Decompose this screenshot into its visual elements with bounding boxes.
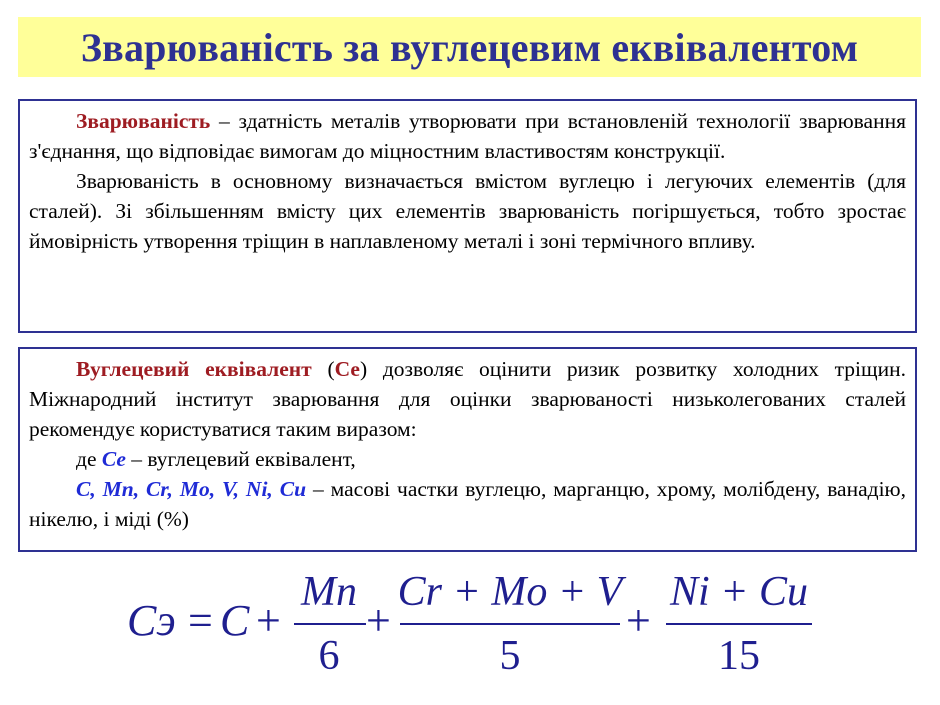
definition-box xyxy=(18,99,917,333)
carbon-equivalent-box xyxy=(18,347,917,552)
carbon-equivalent-term: Вуглецевий еквівалент xyxy=(76,357,312,381)
frac3-denominator: 15 xyxy=(718,633,760,677)
paren-open: ( xyxy=(311,357,335,381)
formula-plus-3: + xyxy=(626,596,651,645)
elements-explanation xyxy=(29,474,906,534)
formula-plus-1: + xyxy=(256,596,281,645)
frac2-denominator: 5 xyxy=(499,633,521,677)
elements-explanation-text: – масові частки вуглецю, марганцю, хрому, молібдену, ванадію, нікелю, і міді (%) xyxy=(29,477,906,531)
carbon-equivalent-definition xyxy=(29,354,906,444)
carbon-equivalent-formula xyxy=(124,565,816,677)
frac2-numerator: Cr + Mo + V xyxy=(397,569,623,615)
ce-symbol: Се xyxy=(334,357,360,381)
carbon-equivalent-text: дозволяє оцінити ризик розвитку холодних тріщин. Міжнародний інститут зварювання для оцінки зварюваності низьколегованих сталей рекомендує користуватися таким виразом: xyxy=(29,357,906,441)
ce-prefix: де xyxy=(76,447,102,471)
weldability-factors: Зварюваність в основному визначається вмістом вуглецю і легуючих елементів (для сталей). Зі збільшенням вмісту цих елементів зварюваність погіршується, тобто зростає ймовірність утворення тріщин в наплавленому металі і зоні термічного впливу. xyxy=(29,169,906,253)
formula-plus-2: + xyxy=(366,596,391,645)
frac1-denominator: 6 xyxy=(318,633,340,677)
frac1-numerator: Mn xyxy=(301,569,357,615)
formula-carbon: C xyxy=(220,596,250,645)
title-bar xyxy=(18,17,921,77)
ce-explanation xyxy=(29,444,906,474)
formula-equals: = xyxy=(188,596,213,645)
page-title: Зварюваність за вуглецевим еквівалентом xyxy=(80,24,859,70)
ce-symbol-italic: Се xyxy=(101,447,126,471)
element-symbols: C, Mn, Cr, Mo, V, Ni, Cu xyxy=(76,477,307,501)
weldability-definition xyxy=(29,106,906,166)
formula-svg xyxy=(124,565,816,677)
weldability-definition-text: – здатність металів утворювати при встановленій технології зварювання з'єднання, що відповідає вимогам до міцностним властивостям конструкції. xyxy=(29,109,906,163)
frac3-numerator: Ni + Cu xyxy=(669,569,809,615)
weldability-term: Зварюваність xyxy=(76,109,211,133)
paren-close: ) xyxy=(359,357,368,381)
ce-explanation-text: – вуглецевий еквівалент, xyxy=(125,447,356,471)
formula-lhs: Cэ xyxy=(127,596,176,645)
